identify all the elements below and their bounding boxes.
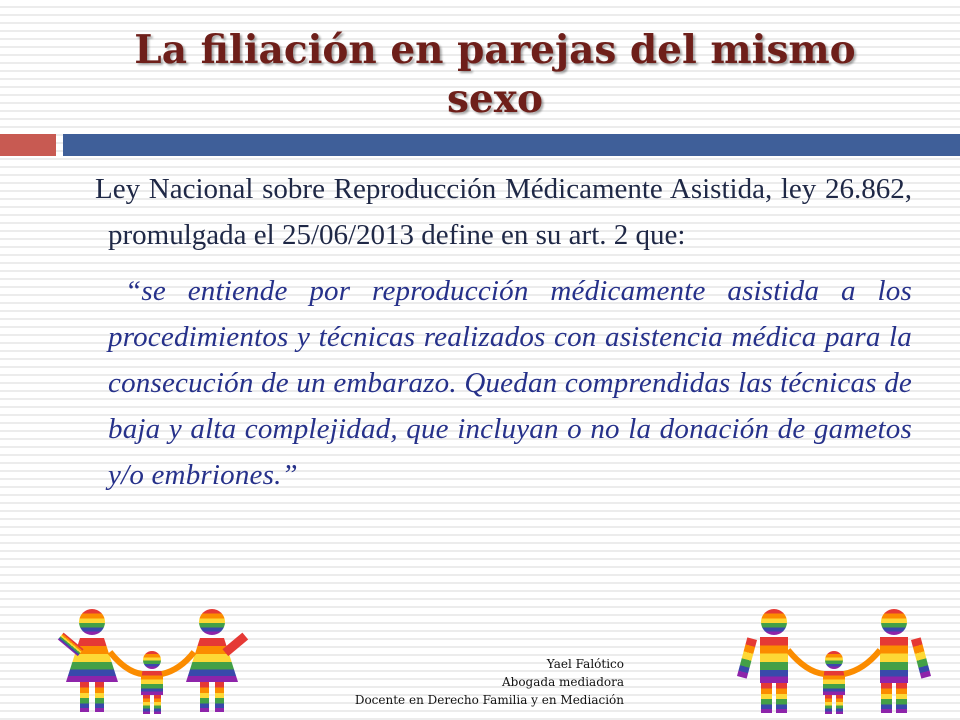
rainbow-family-illustration-left — [52, 604, 252, 716]
law-intro-text: Ley Nacional sobre Reproducción Médicamente Asistida, ley 26.862, promulgada el 25/06/2013 define en su art. 2 que: — [95, 173, 912, 251]
rainbow-family-illustration-right — [734, 604, 934, 716]
title-line-1: La filiación en parejas del mismo — [134, 27, 856, 73]
slide-body — [95, 166, 912, 498]
author-name: Yael Falótico — [546, 657, 624, 671]
author-role: Abogada mediadora — [501, 675, 624, 689]
slide-title — [0, 26, 960, 124]
accent-bar-blue — [63, 134, 960, 156]
accent-bar-red — [0, 134, 56, 156]
author-credits — [355, 655, 624, 709]
law-quote-text: “se entiende por reproducción médicamente asistida a los procedimientos y técnicas realizados con asistencia médica para la consecución de un embarazo. Quedan comprendidas las técnicas de baja y alta complejidad, que incluyan o no la donación de gametos y/o embriones.” — [108, 275, 912, 491]
title-line-2: sexo — [446, 76, 544, 122]
author-position: Docente en Derecho Familia y en Mediación — [354, 693, 624, 707]
